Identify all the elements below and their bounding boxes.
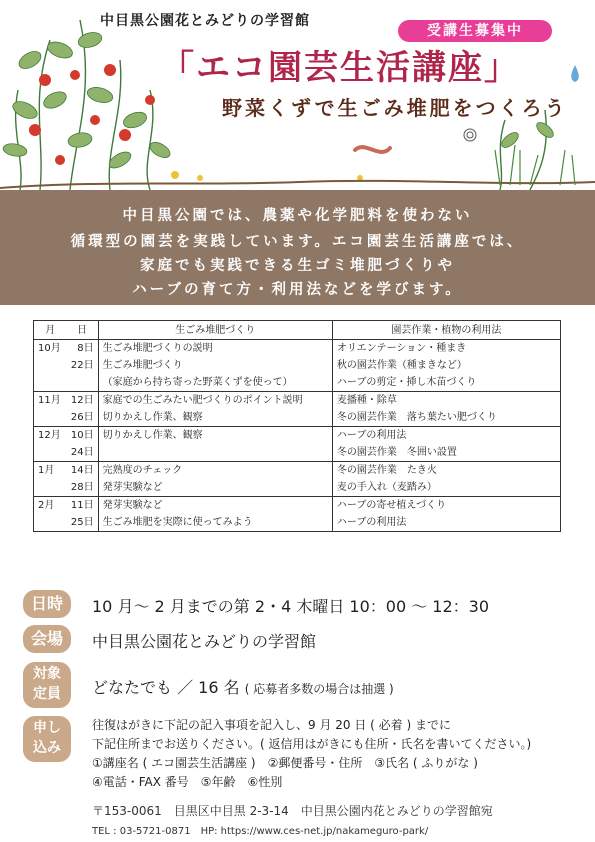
table-row bbox=[34, 340, 561, 358]
apply-line: 往復はがきに下記の記入事項を記入し、9 月 20 日 ( 必着 ) までに bbox=[92, 718, 451, 732]
table-row bbox=[34, 444, 561, 462]
table-row bbox=[34, 357, 561, 374]
venue-header: 中目黒公園花とみどりの学習館 bbox=[100, 13, 310, 29]
header-day: 日 bbox=[66, 321, 98, 340]
day-cell: 26日 bbox=[66, 409, 98, 427]
garden-cell: ハーブの利用法 bbox=[336, 430, 407, 441]
footer-address: 〒153-0061 目黒区中目黒 2-3-14 中目黒公園内花とみどりの学習館宛 bbox=[92, 804, 493, 818]
month-cell: 10月 bbox=[38, 343, 61, 354]
compost-cell: 家庭での生ごみたい肥づくりのポイント説明 bbox=[98, 392, 332, 410]
day-cell: 14日 bbox=[66, 462, 98, 480]
month-cell: 12月 bbox=[38, 430, 61, 441]
table-row bbox=[34, 427, 561, 445]
recruitment-badge: 受講生募集中 bbox=[398, 20, 552, 42]
day-cell: 22日 bbox=[66, 357, 98, 374]
month-cell bbox=[34, 444, 67, 462]
compost-cell: 生ごみ堆肥づくりの説明 bbox=[98, 340, 332, 358]
compost-cell: 切りかえし作業、観察 bbox=[98, 409, 332, 427]
garden-cell: 冬の園芸作業 落ち葉たい肥づくり bbox=[332, 409, 560, 427]
table-row bbox=[34, 514, 561, 532]
month-cell: 11月 bbox=[38, 395, 61, 406]
table-header-row bbox=[34, 321, 561, 340]
place-text: 中目黒公園花とみどりの学習館 bbox=[92, 632, 317, 651]
target-text: どなたでも ／ 16 名 bbox=[92, 678, 240, 697]
day-cell: 28日 bbox=[66, 479, 98, 497]
target-info bbox=[92, 675, 394, 698]
apply-text bbox=[92, 716, 531, 792]
compost-cell: （家庭から持ち寄った野菜くずを使って） bbox=[98, 374, 332, 392]
month-cell bbox=[34, 409, 67, 427]
target-label bbox=[23, 662, 71, 708]
date-label: 日時 bbox=[23, 590, 71, 618]
table-row bbox=[34, 479, 561, 497]
month-cell bbox=[34, 479, 67, 497]
intro-line: 家庭でも実践できる生ゴミ堆肥づくりや bbox=[140, 258, 455, 274]
target-label-line: 対象 bbox=[33, 666, 61, 682]
header-garden: 園芸作業・植物の利用法 bbox=[332, 321, 560, 340]
table-row bbox=[34, 462, 561, 480]
month-cell: 1月 bbox=[38, 465, 55, 476]
header-month: 月 bbox=[34, 321, 67, 340]
garden-cell: ハーブの寄せ植えづくり bbox=[336, 500, 447, 511]
compost-cell: 切りかえし作業、観察 bbox=[98, 427, 332, 445]
intro-line: ハーブの育て方・利用法などを学びます。 bbox=[132, 282, 463, 298]
garden-cell: ハーブの剪定・挿し木苗づくり bbox=[332, 374, 560, 392]
compost-cell: 発芽実験など bbox=[98, 479, 332, 497]
apply-line: 下記住所までお送りください。( 返信用はがきにも住所・氏名を書いてください。) bbox=[92, 737, 532, 751]
garden-cell: 麦播種・除草 bbox=[336, 395, 397, 406]
month-cell bbox=[34, 514, 67, 532]
day-cell: 11日 bbox=[66, 497, 98, 515]
compost-cell: 発芽実験など bbox=[98, 497, 332, 515]
day-cell: 10日 bbox=[66, 427, 98, 445]
target-label-line: 定員 bbox=[33, 686, 61, 702]
table-row bbox=[34, 374, 561, 392]
garden-cell: 冬の園芸作業 たき火 bbox=[336, 465, 437, 476]
compost-cell: 生ごみ堆肥づくり bbox=[98, 357, 332, 374]
table-row bbox=[34, 497, 561, 515]
page-title: 「エコ園芸生活講座」 bbox=[160, 48, 520, 88]
day-cell: 24日 bbox=[66, 444, 98, 462]
compost-cell: 生ごみ堆肥を実際に使ってみよう bbox=[98, 514, 332, 532]
garden-cell: 秋の園芸作業（種まきなど） bbox=[336, 360, 467, 371]
compost-cell bbox=[98, 444, 332, 462]
month-cell bbox=[34, 374, 67, 392]
compost-cell: 完熟度のチェック bbox=[98, 462, 332, 480]
header-compost: 生ごみ堆肥づくり bbox=[98, 321, 332, 340]
place-label: 会場 bbox=[23, 625, 71, 653]
intro-band bbox=[0, 190, 595, 305]
apply-line: ④電話・FAX 番号 ⑤年齢 ⑥性別 bbox=[92, 775, 283, 789]
garden-cell: ハーブの利用法 bbox=[336, 517, 407, 528]
table-row bbox=[34, 409, 561, 427]
day-cell: 12日 bbox=[66, 392, 98, 410]
month-cell: 2月 bbox=[38, 500, 55, 511]
target-note: ( 応募者多数の場合は抽選 ) bbox=[244, 682, 394, 696]
garden-cell: 冬の園芸作業 冬囲い設置 bbox=[332, 444, 560, 462]
table-row bbox=[34, 392, 561, 410]
garden-cell: 麦の手入れ（麦踏み） bbox=[332, 479, 560, 497]
page-subtitle: 野菜くずで生ごみ堆肥をつくろう bbox=[222, 96, 568, 120]
date-text: 10 月～ 2 月までの第 2・4 木曜日 10：00 ～ 12：30 bbox=[92, 597, 490, 616]
intro-line: 中目黒公園では、農薬や化学肥料を使わない bbox=[122, 208, 473, 224]
garden-cell: オリエンテーション・種まき bbox=[336, 343, 467, 354]
schedule-table bbox=[33, 320, 561, 532]
month-cell bbox=[34, 357, 67, 374]
apply-label-line: 込み bbox=[33, 740, 61, 756]
day-cell bbox=[66, 374, 98, 392]
intro-line: 循環型の園芸を実践しています。エコ園芸生活講座では、 bbox=[70, 234, 525, 250]
apply-line: ①講座名 ( エコ園芸生活講座 ) ②郵便番号・住所 ③氏名 ( ふりがな ) bbox=[92, 756, 478, 770]
apply-label bbox=[23, 716, 71, 762]
apply-label-line: 申し bbox=[33, 720, 61, 736]
schedule-body bbox=[34, 340, 561, 532]
day-cell: 8日 bbox=[66, 340, 98, 358]
day-cell: 25日 bbox=[66, 514, 98, 532]
footer-contact: TEL : 03-5721-0871 HP: https://www.ces-net.jp/nakameguro-park/ bbox=[92, 826, 429, 837]
